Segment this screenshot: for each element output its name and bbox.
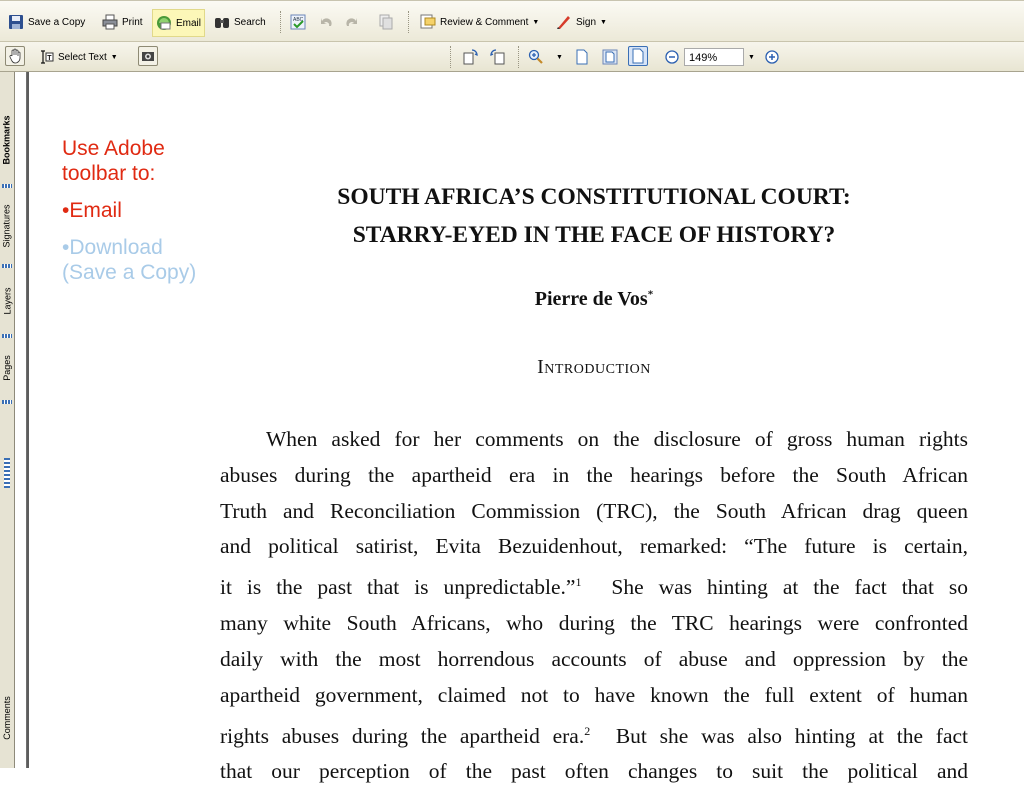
- tab-layers[interactable]: Layers: [2, 287, 13, 315]
- callout-heading: Use Adobe toolbar to:: [62, 137, 165, 185]
- camera-icon: [140, 48, 156, 64]
- tab-signatures[interactable]: Signatures: [2, 204, 12, 248]
- text-line: abuses during the apartheid era in the hearings before the South African: [220, 462, 968, 487]
- select-text-button[interactable]: T Select Text ▼: [38, 46, 118, 68]
- panel-resize-handle[interactable]: [4, 458, 10, 488]
- toolbar-divider: [408, 11, 409, 33]
- text-line: When asked for her comments on the disclosure of gross human rights: [266, 427, 968, 451]
- zoom-dropdown-icon[interactable]: ▼: [748, 54, 755, 61]
- tab-comments[interactable]: Comments: [2, 696, 13, 740]
- zoom-in-circle-icon[interactable]: [764, 49, 780, 65]
- print-button[interactable]: Print: [102, 11, 143, 33]
- text-line: daily with the most horrendous accounts of abuse and oppression by the: [220, 646, 968, 671]
- body-paragraph: [220, 422, 968, 790]
- section-heading: Introduction: [537, 356, 651, 378]
- main-toolbar: [0, 0, 1024, 42]
- email-icon: [156, 15, 172, 31]
- zoom-out-icon[interactable]: [664, 49, 680, 65]
- tab-bookmarks[interactable]: Bookmarks: [2, 115, 12, 165]
- chevron-down-icon[interactable]: ▼: [600, 18, 607, 26]
- binoculars-icon: [214, 14, 230, 30]
- footnote-ref[interactable]: 1: [575, 575, 582, 590]
- toolbar-divider: [518, 46, 519, 68]
- panel-grip: [2, 334, 12, 338]
- fit-width-button[interactable]: [628, 46, 648, 66]
- svg-text:T: T: [47, 55, 52, 62]
- panel-grip: [2, 184, 12, 188]
- callout-download-bullet: •Download (Save a Copy): [62, 236, 197, 284]
- fit-page-icon[interactable]: [602, 49, 618, 65]
- hand-tool-button[interactable]: [5, 46, 25, 66]
- email-button[interactable]: Email: [152, 9, 205, 37]
- text-line: that our perception of the past often changes to suit the political and: [220, 759, 968, 784]
- text-line: it is the past that is unpredictable.”$^1$ She was hinting at the fact that so: [220, 575, 969, 600]
- search-button[interactable]: Search: [214, 11, 266, 33]
- svg-text:ABC: ABC: [293, 17, 304, 23]
- actual-size-icon[interactable]: [574, 49, 590, 65]
- panel-grip: [2, 264, 12, 268]
- review-icon: [420, 14, 436, 30]
- pen-icon: [556, 14, 572, 30]
- text-line: and political satirist, Evita Bezuidenhout, remarked: “The future is certain,: [220, 534, 968, 559]
- rotate-counterclockwise-icon[interactable]: [490, 49, 506, 65]
- footnote-ref[interactable]: 2: [584, 723, 591, 738]
- rotate-clockwise-icon[interactable]: [462, 49, 478, 65]
- chevron-down-icon[interactable]: ▼: [556, 54, 563, 61]
- printer-icon: [102, 14, 118, 30]
- hand-icon: [7, 48, 23, 64]
- document-title: SOUTH AFRICA’S CONSTITUTIONAL COURT: STARRY-EYED IN THE FACE OF HISTORY?: [337, 184, 851, 248]
- save-icon: [8, 14, 24, 30]
- text-line: apartheid government, claimed not to have known the full extent of human: [220, 682, 968, 707]
- secondary-toolbar: [0, 42, 1024, 72]
- text-line: rights abuses during the apartheid era.$^2$ But she was also hinting at the fact: [220, 723, 969, 748]
- panel-grip: [2, 400, 12, 404]
- chevron-down-icon[interactable]: ▼: [110, 53, 118, 61]
- callout-email-bullet: •Email: [62, 199, 122, 222]
- spellcheck-icon[interactable]: [290, 14, 306, 30]
- text-cursor-icon: [38, 49, 54, 65]
- fit-width-icon: [630, 48, 646, 64]
- zoom-in-icon[interactable]: [528, 49, 544, 65]
- copy-icon[interactable]: [378, 14, 394, 30]
- toolbar-divider: [450, 46, 451, 68]
- tab-pages[interactable]: Pages: [2, 355, 12, 381]
- toolbar-divider: [280, 11, 281, 33]
- author-name: Pierre de Vos*: [534, 288, 654, 310]
- save-copy-button[interactable]: Save a Copy: [8, 11, 85, 33]
- snapshot-tool-button[interactable]: [138, 46, 158, 66]
- navigation-panel: [0, 72, 15, 768]
- review-comment-button[interactable]: Review & Comment ▼: [420, 11, 539, 33]
- text-line: many white South Africans, who during the TRC hearings were confronted: [220, 611, 968, 636]
- slide-callout: [62, 136, 202, 285]
- panel-divider[interactable]: [27, 72, 29, 768]
- text-line: Truth and Reconciliation Commission (TRC), the South African drag queen: [220, 498, 968, 523]
- sign-button[interactable]: Sign ▼: [556, 11, 607, 33]
- redo-icon[interactable]: [344, 14, 360, 30]
- chevron-down-icon[interactable]: ▼: [532, 18, 540, 26]
- zoom-level-input[interactable]: 149%: [684, 48, 744, 66]
- undo-icon[interactable]: [318, 14, 334, 30]
- panel-gutter: [15, 72, 27, 768]
